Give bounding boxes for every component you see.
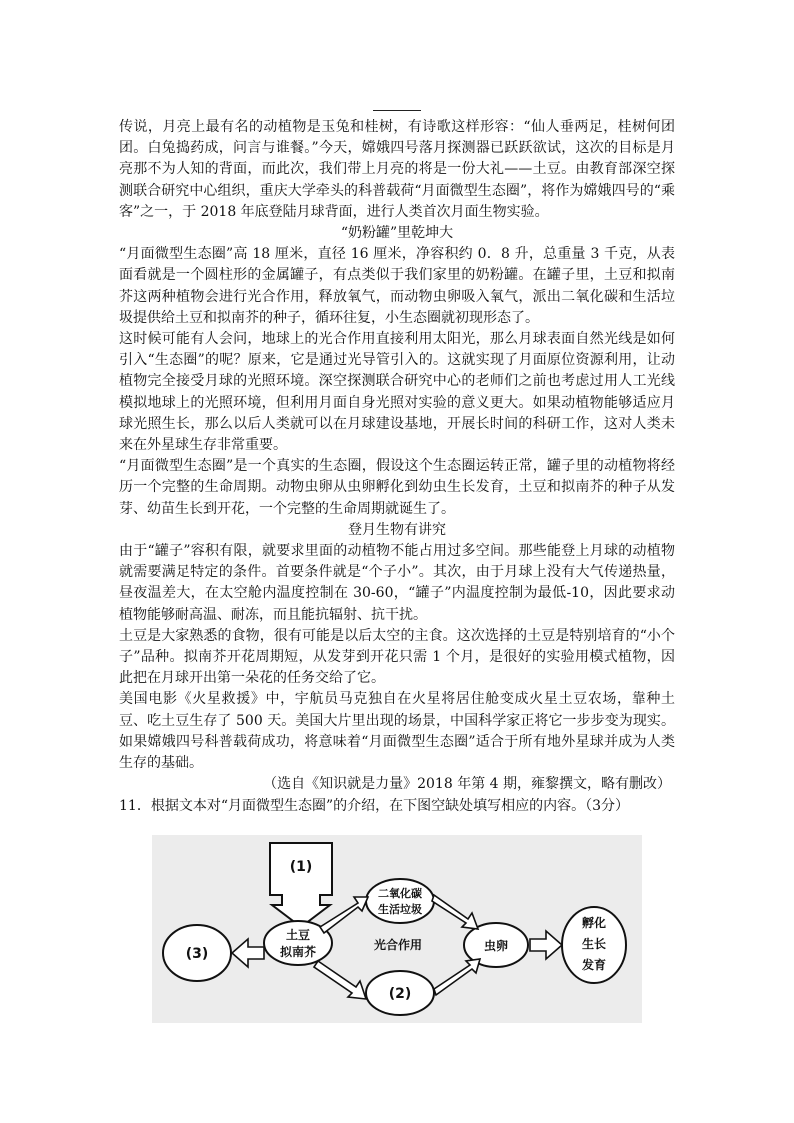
section2-paragraph-2: 土豆是大家熟悉的食物，很有可能是以后太空的主食。这次选择的土豆是特别培育的“小个子”品种。拟南芥开花周期短，从发芽到开花只需 1 个月，是很好的实验用模式植物，因此把在月球开出第一朵花的任务交给了它。 — [119, 627, 675, 687]
section-heading-1: “奶粉罐”里乾坤大 — [340, 225, 454, 242]
blank-2-label: (2) — [388, 986, 412, 1002]
blank-3-label: (3) — [185, 946, 209, 962]
growth-node — [562, 907, 626, 983]
question-11: 11．根据文本对“月面微型生态圈”的介绍，在下图空缺处填写相应的内容。（3分） — [119, 797, 630, 814]
section1-paragraph-2: 这时候可能有人会问，地球上的光合作用直接利用太阳光，那么月球表面自然光线是如何引入“生态圈”的呢？原来，它是通过光导管引入的。这就实现了月面原位资源利用，让动植物完全接受月球的光照环境。深空探测联合研究中心的老师们之前也考虑过用人工光线模拟地球上的光照环境，但利用月面自身光照对实验的意义更大。如果动植物能够适应月球光照生长，那么以后人类就可以在月球建设基地，开展长时间的科研工作，这对人类未来在外星球生存非常重要。 — [119, 331, 675, 454]
blank-1-label: (1) — [289, 859, 313, 875]
eggs-label: 虫卵 — [483, 939, 509, 953]
blank-3-node — [163, 925, 231, 981]
plants-label-1: 土豆 — [285, 928, 311, 942]
growth-label-3: 发育 — [581, 958, 607, 972]
section2-paragraph-1: 由于“罐子”容积有限，就要求里面的动植物不能占用过多空间。那些能登上月球的动植物就需要满足特定的条件。首要条件就是“个子小”。其次，由于月球上没有大气传递热量，昼夜温差大，在太空舱内温度控制在 30-60，“罐子”内温度控制为最低-10，因此要求动植物能够耐高温、耐冻，而且能抗辐射、抗干扰。 — [119, 543, 675, 623]
co2-label-2: 生活垃圾 — [378, 903, 422, 916]
section2-paragraph-3: 美国电影《火星救援》中，宇航员马克独自在火星将居住舱变成火星土豆农场，靠种土豆、吃土豆生存了 500 天。美国大片里出现的场景，中国科学家正将它一步步变为现实。如果嫦娥四号科普载荷成功，将意味着“月面微型生态圈”适合于所有地外星球并成为人类生存的基础。 — [119, 691, 675, 772]
section-heading-2: 登月生物有讲究 — [348, 521, 446, 538]
plants-label-2: 拟南芥 — [279, 945, 317, 959]
co2-label-1: 二氧化碳 — [378, 887, 422, 900]
section1-paragraph-3: “月面微型生态圈”是一个真实的生态圈，假设这个生态圈运转正常，罐子里的动植物将经历一个完整的生命周期。动物虫卵从虫卵孵化到幼虫生长发育，土豆和拟南芥的种子从发芽、幼苗生长到开花，一个完整的生命周期就诞生了。 — [119, 458, 675, 517]
growth-label-2: 生长 — [581, 937, 607, 951]
source-citation: （选自《知识就是力量》2018 年第 4 期，雍黎撰文，略有删改） — [263, 776, 671, 793]
article-body — [119, 117, 675, 817]
section1-paragraph-1: “月面微型生态圈”高 18 厘米，直径 16 厘米，净容积约 0．8 升，总重量 3 千克，从表面看就是一个圆柱形的金属罐子，有点类似于我们家里的奶粉罐。在罐子里，土豆和拟南芥这两种植物会进行光合作用，释放氧气，而动物虫卵吸入氧气，派出二氧化碳和生活垃圾提供给土豆和拟南芥的种子，循环往复，小生态圈就初现形态了。 — [119, 246, 675, 326]
co2-node — [366, 879, 434, 923]
blank-2-node — [366, 971, 434, 1015]
top-rule — [373, 110, 421, 111]
intro-paragraph: 传说，月亮上最有名的动植物是玉兔和桂树，有诗歌这样形容：“仙人垂两足，桂树何团团。白兔捣药成，问言与谁餐。”今天，嫦娥四号落月探测器已跃跃欲试，这次的目标是月亮那不为人知的背面，而此次，我们带上月亮的将是一份大礼——土豆。由教育部深空探测联合研究中心组织，重庆大学牵头的科普载荷“月面微型生态圈”，将作为嫦娥四号的“乘客”之一，于 2018 年底登陆月球背面，进行人类首次月面生物实验。 — [119, 119, 675, 220]
photosynthesis-label: 光合作用 — [373, 938, 423, 952]
growth-label-1: 孵化 — [581, 916, 607, 930]
ecosystem-diagram — [152, 835, 642, 1023]
